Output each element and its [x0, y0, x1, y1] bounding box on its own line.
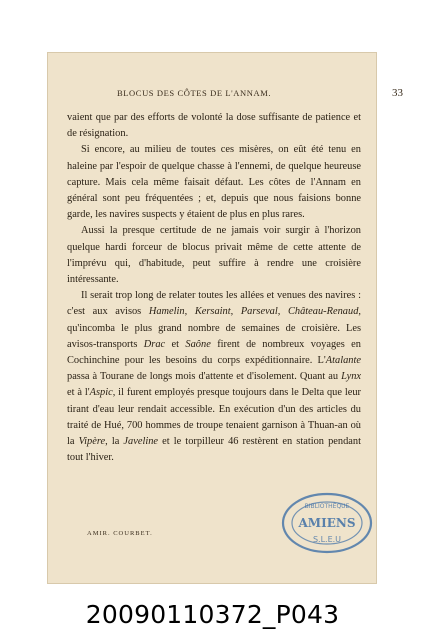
text-run: vaient que par des efforts de volonté la dose suffisante de patience et de résignation. [67, 112, 361, 140]
text-run: et le torpilleur 46 restèrent en station pendant tout l'hiver. [67, 436, 361, 464]
italic-ship-name: Drac [143, 338, 166, 350]
text-run: , il furent employés presque toujours dans le Delta que leur tirant d'eau leur rendait accessible. En exécution d'un des articles du traité de Hué, 700 hommes de troupe tenaient garnison à Thuan-an où la [67, 387, 361, 448]
text-run: et à l' [67, 387, 90, 399]
running-header [117, 88, 417, 98]
running-title: BLOCUS DES CÔTES DE L'ANNAM. [117, 88, 272, 98]
text-run: , la [105, 436, 124, 448]
text-run: Il serait trop long de relater toutes les allées et venues des navires : c'est aux avisos [67, 290, 361, 318]
svg-text:BIBLIOTHÈQUE: BIBLIOTHÈQUE [304, 503, 350, 510]
svg-text:AMIENS: AMIENS [298, 516, 356, 530]
paragraph-3 [67, 223, 361, 288]
text-run: Aussi la presque certitude de ne jamais voir surgir à l'horizon quelque hardi forceur de blocus privait même de cette attente de l'imprévu qui, d'habitude, peut suffire à rendre une croisière intéressante. [67, 225, 361, 286]
italic-ship-name: Hamelin, Kersaint, Parseval, Château-Renaud [148, 306, 359, 318]
page-number: 33 [392, 87, 403, 99]
italic-ship-name: Saône [185, 338, 211, 350]
svg-text:S.L.E.U: S.L.E.U [312, 535, 342, 544]
italic-ship-name: Atalante [325, 355, 361, 367]
library-stamp [279, 490, 375, 556]
text-run: Si encore, au milieu de toutes ces misères, on eût été tenu en haleine par l'espoir de quelque chasse à l'ennemi, de quelque heureuse capture. Mais cela même faisait défaut. Les côtes de l'Annam en général sont peu fréquentées ; et, depuis que nous faisions bonne garde, les navires suspects y étaient de plus en plus rares. [67, 144, 361, 221]
paragraph-1 [67, 110, 361, 142]
text-run: , qu'incomba le plus grand nombre de semaines de croisière. Les avisos-transports [67, 306, 361, 350]
paragraph-2 [67, 142, 361, 223]
italic-ship-name: Vipère [78, 436, 106, 448]
paragraph-4 [67, 288, 361, 466]
image-caption: 20090110372_P043 [85, 600, 340, 629]
footer-signature: AMIR. COURBET. [87, 530, 153, 537]
text-run: et [165, 338, 186, 350]
italic-ship-name: Lynx [341, 371, 361, 383]
italic-ship-name: Javeline [123, 436, 159, 448]
italic-ship-name: Aspic [89, 387, 113, 399]
text-run: firent de nombreux voyages en Cochinchine pour les besoins du corps expéditionnaire. L' [67, 338, 361, 367]
text-run: passa à Tourane de longs mois d'attente et d'isolement. Quant au [67, 371, 342, 383]
body-text [67, 110, 361, 466]
scanned-page [47, 52, 403, 584]
